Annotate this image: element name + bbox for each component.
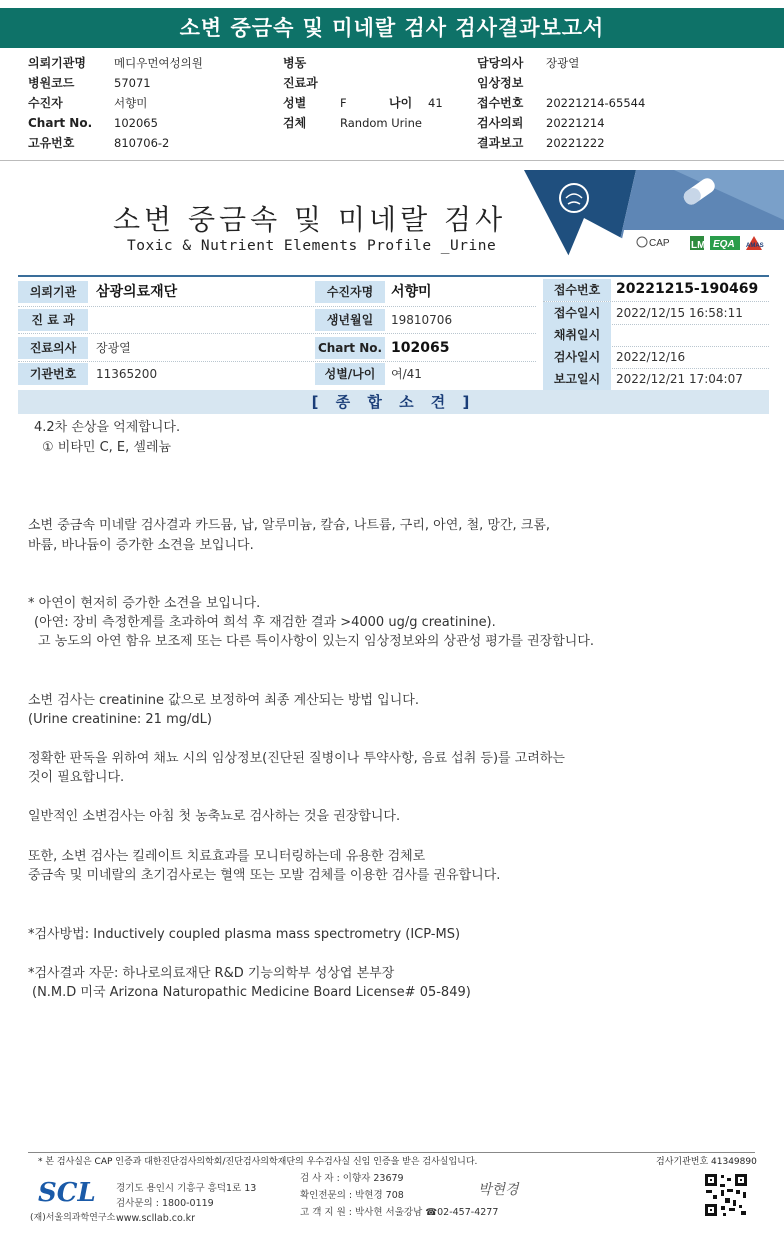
row-separator (18, 306, 536, 307)
svg-text:EQA: EQA (713, 239, 735, 250)
qr-code-icon (703, 1172, 749, 1218)
info-value: 여/41 (391, 367, 422, 381)
info-value (610, 324, 616, 346)
summary-line: ① 비타민 C, E, 셀레늄 (42, 440, 172, 455)
staff-tester: 검 사 자 : 이향자 23679 (300, 1173, 404, 1184)
label: 병원코드 (28, 76, 75, 90)
eqa-logo (710, 236, 740, 250)
summary-line: (N.M.D 미국 Arizona Naturopathic Medicine Board License# 05-849) (32, 985, 471, 1000)
info-label: 의뢰기관 (18, 281, 88, 303)
summary-line: 또한, 소변 검사는 킬레이트 치료효과를 모니터링하는데 유용한 검체로 (28, 849, 426, 864)
label: 검체 (283, 116, 307, 130)
info-label: 기관번호 (18, 363, 88, 385)
summary-heading: [ 종 합 소 견 ] (18, 390, 769, 414)
summary-line: 정확한 판독을 위하여 채뇨 시의 임상정보(진단된 질병이나 투약사항, 음료 섭취 등)를 고려하는 (28, 751, 565, 766)
summary-line: * 아연이 현저히 증가한 소견을 보입니다. (28, 596, 261, 611)
staff-confirming: 확인전문의 : 박현경 708 (300, 1190, 404, 1201)
info-label: Chart No. (315, 337, 385, 359)
svg-text:CAP: CAP (649, 238, 670, 249)
info-value: 20221215-190469 (616, 281, 759, 297)
banner-title-korean: 소변 중금속 및 미네랄 검사 (113, 203, 507, 236)
report-title: 소변 중금속 및 미네랄 검사 검사결과보고서 (0, 8, 784, 48)
value: Random Urine (340, 116, 422, 130)
info-label: 보고일시 (543, 368, 611, 390)
report-header (0, 54, 784, 154)
label: 나이 (389, 96, 413, 110)
row-separator (18, 333, 536, 334)
info-label: 성별/나이 (315, 363, 385, 385)
summary-line: (Urine creatinine: 21 mg/dL) (28, 712, 212, 727)
website-link[interactable]: www.scllab.co.kr (116, 1213, 196, 1224)
label: 접수번호 (477, 96, 524, 110)
value: 41 (428, 96, 443, 110)
scl-logo: SCL (38, 1178, 96, 1208)
value: 20221222 (546, 136, 605, 150)
info-value: 2022/12/16 (616, 350, 686, 364)
label: 고유번호 (28, 136, 75, 150)
info-label: 진료의사 (18, 337, 88, 359)
summary-line: 4.2차 손상을 억제합니다. (34, 420, 181, 435)
info-label: 접수일시 (543, 302, 611, 324)
info-value: 장광열 (96, 341, 131, 355)
info-value (90, 309, 96, 331)
label: 결과보고 (477, 136, 524, 150)
value: 810706-2 (114, 136, 170, 150)
value: F (340, 96, 347, 110)
info-value: 2022/12/21 17:04:07 (616, 372, 743, 386)
label: 의뢰기관명 (28, 56, 86, 70)
signature: 박현경 (478, 1182, 519, 1198)
info-value: 서향미 (391, 284, 432, 300)
accreditation-graphic (524, 170, 784, 266)
label: 임상정보 (477, 76, 524, 90)
svg-text:LM: LM (691, 240, 706, 251)
summary-line: 일반적인 소변검사는 아침 첫 농축뇨로 검사하는 것을 권장합니다. (28, 809, 401, 824)
summary-line: 소변 중금속 미네랄 검사결과 카드뮴, 납, 알루미늄, 칼슘, 나트륨, 구리, 아연, 철, 망간, 크롬, (28, 518, 551, 533)
footer-divider (28, 1152, 755, 1153)
info-label: 검사일시 (543, 346, 611, 368)
summary-line: 고 농도의 아연 함유 보조제 또는 다른 특이사항이 있는지 임상정보와의 상관성 평가를 권장합니다. (38, 634, 595, 649)
row-separator (18, 361, 536, 362)
label: 담당의사 (477, 56, 524, 70)
divider (0, 160, 784, 161)
info-value: 11365200 (96, 367, 158, 381)
address: 경기도 용인시 기흥구 흥덕1로 13 (116, 1183, 257, 1194)
summary-line: *검사방법: Inductively coupled plasma mass spectrometry (ICP-MS) (28, 927, 461, 942)
info-value: 2022/12/15 16:58:11 (616, 306, 743, 320)
staff-support: 고 객 지 원 : 박사현 서울강남 ☎02-457-4277 (300, 1207, 499, 1218)
info-label: 생년월일 (315, 309, 385, 331)
label: 수진자 (28, 96, 63, 110)
lab-number: 검사기관번호 41349890 (656, 1157, 757, 1167)
info-value: 19810706 (391, 313, 453, 327)
value: 57071 (114, 76, 151, 90)
summary-line: 바륨, 바나듐이 증가한 소견을 보입니다. (28, 538, 254, 553)
value: 20221214 (546, 116, 605, 130)
lm-logo (690, 236, 705, 251)
summary-line: (아연: 장비 측정한계를 초과하여 희석 후 재검한 결과 >4000 ug/g creatinine). (34, 615, 496, 630)
value: 20221214-65544 (546, 96, 646, 110)
info-label: 채취일시 (543, 324, 611, 346)
value: 102065 (114, 116, 158, 130)
info-label: 접수번호 (543, 279, 611, 301)
label: 검사의뢰 (477, 116, 524, 130)
info-label: 수진자명 (315, 281, 385, 303)
value: 서향미 (114, 96, 148, 110)
phone: 검사문의 : 1800-0119 (116, 1198, 214, 1209)
label: 성별 (283, 96, 307, 110)
test-banner (18, 170, 784, 266)
value: 메디우먼여성의원 (114, 56, 203, 70)
info-value: 삼광의료재단 (96, 284, 178, 300)
label: Chart No. (28, 116, 93, 130)
svg-text:AMAS: AMAS (746, 243, 764, 249)
accreditation-note: * 본 검사실은 CAP 인증과 대한진단검사의학회/진단검사의학재단의 우수검사실 신임 인증을 받은 검사실입니다. (38, 1157, 478, 1167)
institute-name: (재)서울의과학연구소 (30, 1213, 116, 1223)
value: 장광열 (546, 56, 580, 70)
summary-line: 것이 필요합니다. (28, 770, 125, 785)
banner-title-english: Toxic & Nutrient Elements Profile _Urine (127, 238, 497, 254)
summary-line: 소변 검사는 creatinine 값으로 보정하여 최종 계산되는 방법 입니다. (28, 693, 419, 708)
summary-line: 중금속 및 미네랄의 초기검사로는 혈액 또는 모발 검체를 이용한 검사를 권유합니다. (28, 868, 501, 883)
label: 병동 (283, 56, 307, 70)
info-label: 진 료 과 (18, 309, 88, 331)
info-value: 102065 (391, 340, 450, 356)
summary-line: *검사결과 자문: 하나로의료재단 R&D 기능의학부 성상엽 본부장 (28, 966, 395, 981)
label: 진료과 (283, 76, 318, 90)
patient-info-table (18, 275, 769, 386)
